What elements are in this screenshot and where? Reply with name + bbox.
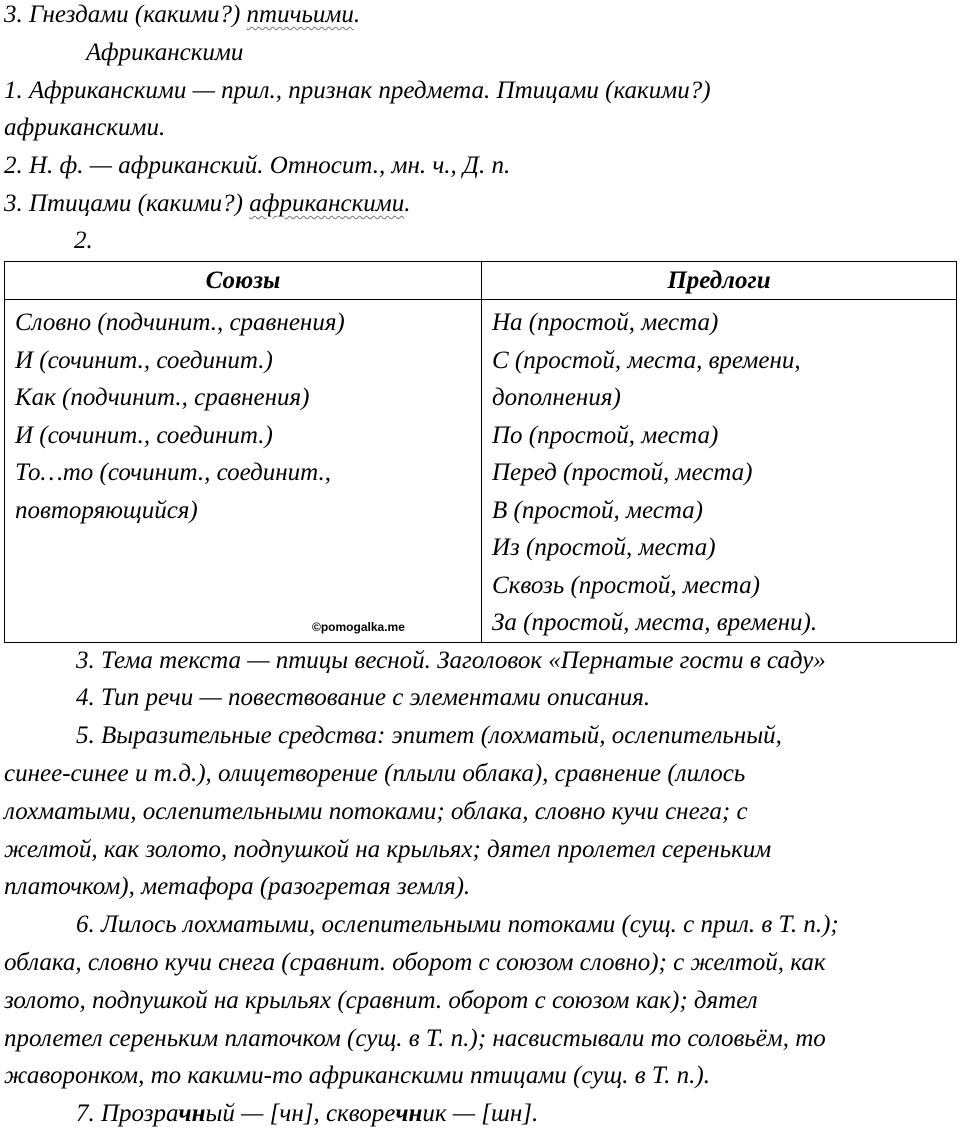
list-item: Как (подчинит., сравнения) bbox=[15, 384, 310, 411]
list-item: Перед (простой, места) bbox=[492, 459, 753, 486]
conjunctions-cell bbox=[5, 300, 482, 643]
list-item: С (простой, места, времени, bbox=[492, 346, 801, 374]
text-line: синее-синее и т.д.), олицетворение (плыли облака), сравнение (лилось bbox=[4, 760, 746, 787]
text-line: 1. Африканскими — прил., признак предмета. Птицами (какими?) bbox=[4, 77, 711, 104]
text-line bbox=[4, 189, 410, 219]
text-span: 3. Птицами (какими?) bbox=[4, 190, 250, 217]
text-line: облака, словно кучи снега (сравнит. оборот с союзом словно); с желтой, как bbox=[4, 949, 826, 976]
section-number: 2. bbox=[74, 227, 93, 254]
watermark: ©pomogalka.me bbox=[312, 620, 405, 634]
underlined-word: африканскими bbox=[249, 190, 405, 217]
text-line: африканскими. bbox=[4, 114, 166, 141]
text-line: пролетел сереньким платочком (сущ. в Т. п.); насвистывали то соловьём, то bbox=[4, 1025, 826, 1052]
list-item: И (сочинит., соединит.) bbox=[15, 346, 273, 374]
text-span: . bbox=[404, 190, 411, 217]
table-header-row bbox=[5, 262, 957, 300]
conjunctions-prepositions-table bbox=[4, 261, 957, 643]
list-item: дополнения) bbox=[492, 384, 621, 411]
list-item: Словно (подчинит., сравнения) bbox=[15, 309, 345, 336]
header-conjunctions: Союзы bbox=[5, 262, 482, 300]
text-span: 7. Прозра bbox=[76, 1100, 179, 1127]
text-line: лохматыми, ослепительными потоками; облака, словно кучи снега; с bbox=[4, 798, 748, 825]
text-span: . bbox=[353, 1, 361, 28]
bold-letters: чн bbox=[178, 1100, 206, 1127]
list-item: Из (простой, места) bbox=[492, 534, 716, 561]
text-span: ый — [чн], скворе bbox=[205, 1100, 396, 1127]
text-line: жаворонком, то какими-то африканскими птицами (сущ. в Т. п.). bbox=[4, 1062, 711, 1089]
paragraph-3: 3. Тема текста — птицы весной. Заголовок «Пернатые гости в саду» bbox=[76, 647, 826, 674]
header-prepositions: Предлоги bbox=[482, 262, 957, 300]
text-line: 2. Н. ф. — африканский. Относит., мн. ч., Д. п. bbox=[4, 152, 511, 179]
text-span: ик — [шн]. bbox=[422, 1100, 539, 1127]
word-heading: Африканскими bbox=[86, 39, 244, 66]
underlined-word: птичьими bbox=[246, 1, 354, 28]
text-line: платочком), метафора (разогретая земля). bbox=[4, 873, 471, 900]
text-line: золото, подпушкой на крыльях (сравнит. оборот с союзом как); дятел bbox=[4, 987, 758, 1014]
paragraph-4: 4. Тип речи — повествование с элементами описания. bbox=[76, 684, 651, 711]
paragraph-5: 5. Выразительные средства: эпитет (лохматый, ослепительный, bbox=[76, 722, 782, 749]
bold-letters: чн bbox=[395, 1100, 423, 1127]
prepositions-cell bbox=[482, 300, 957, 643]
list-item: За (простой, места, времени). bbox=[492, 609, 818, 636]
list-item: В (простой, места) bbox=[492, 496, 703, 524]
table-row bbox=[5, 300, 957, 643]
list-item: Сквозь (простой, места) bbox=[492, 571, 760, 599]
list-item: повторяющийся) bbox=[15, 496, 198, 524]
text-line bbox=[4, 0, 360, 30]
list-item: То…то (сочинит., соединит., bbox=[15, 459, 331, 486]
text-span: 3. Гнездами (какими?) bbox=[4, 1, 247, 28]
paragraph-7 bbox=[76, 1099, 538, 1129]
paragraph-6: 6. Лилось лохматыми, ослепительными потоками (сущ. с прил. в Т. п.); bbox=[76, 911, 839, 938]
list-item: На (простой, места) bbox=[492, 309, 719, 336]
list-item: По (простой, места) bbox=[492, 421, 719, 449]
list-item: И (сочинит., соединит.) bbox=[15, 421, 273, 449]
text-line: желтой, как золото, подпушкой на крыльях; дятел пролетел сереньким bbox=[4, 836, 772, 863]
